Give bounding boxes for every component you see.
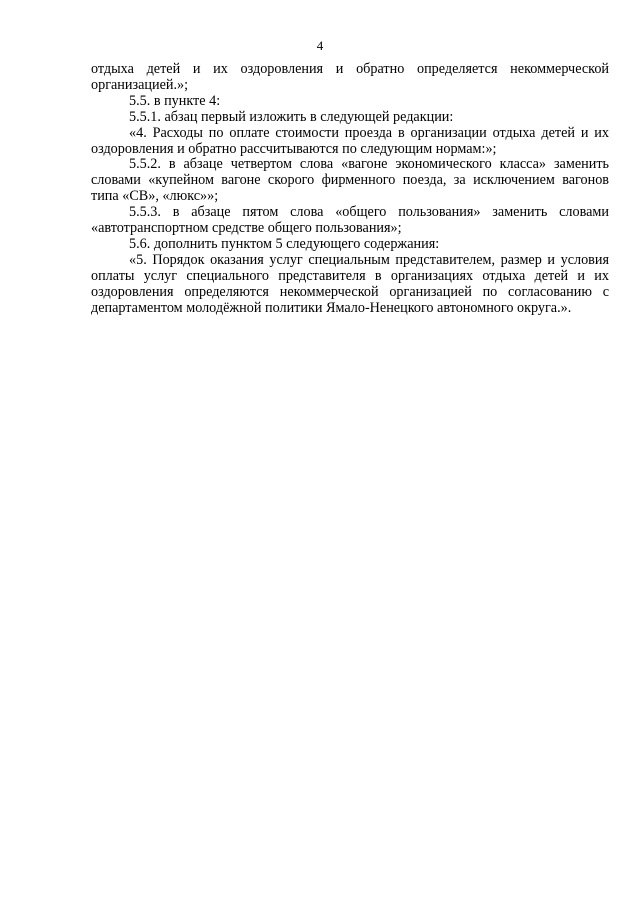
paragraph-quote-5: «5. Порядок оказания услуг специальным представителем, размер и условия оплаты услуг специального представителя в организациях отдыха детей и их оздоровления определяются некоммерческой организацией по согласованию с департаментом молодёжной политики Ямало-Ненецкого автономного округа.». xyxy=(91,251,609,316)
paragraph-5-6: 5.6. дополнить пунктом 5 следующего содержания: xyxy=(129,235,440,252)
document-body xyxy=(91,62,609,317)
paragraph-5-5-2: 5.5.2. в абзаце четвертом слова «вагоне экономического класса» заменить словами «купейном вагоне скорого фирменного поезда, за исключением вагонов типа «СВ», «люкс»»; xyxy=(91,156,609,205)
page-number: 4 xyxy=(316,38,324,53)
paragraph-quote-4: «4. Расходы по оплате стоимости проезда в организации отдыха детей и их оздоровления и обратно рассчитываются по следующим нормам:»; xyxy=(91,124,609,157)
paragraph-continuation: отдыха детей и их оздоровления и обратно определяется некоммерческой организацией.»; xyxy=(91,61,609,93)
paragraph-5-5-1: 5.5.1. абзац первый изложить в следующей редакции: xyxy=(129,108,454,125)
paragraph-5-5-3: 5.5.3. в абзаце пятом слова «общего пользования» заменить словами «автотранспортном средстве общего пользования»; xyxy=(91,204,609,237)
paragraph-5-5: 5.5. в пункте 4: xyxy=(129,92,221,109)
